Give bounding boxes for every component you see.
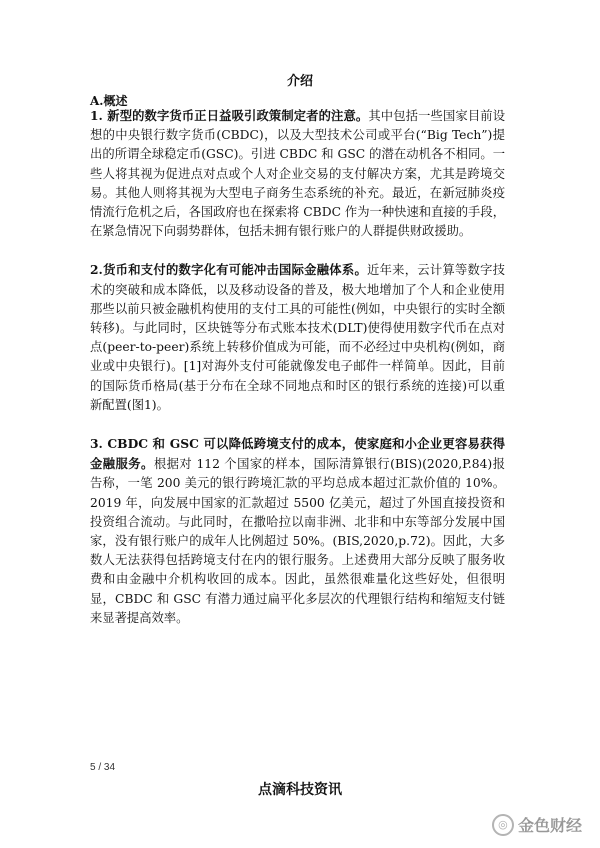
section-heading: A.概述 <box>90 94 128 108</box>
page-title: 介绍 <box>286 74 313 89</box>
watermark <box>492 813 582 836</box>
paragraph-3-body: 根据对 112 个国家的样本，国际清算银行(BIS)(2020,P.84)报告称，一笔 200 美元的银行跨境汇款的平均总成本超过汇款价值的 10%。2019 年，向发展中国家的汇款超过 5500 亿美元，超过了外国直接投资和投资组合流动。与此同时，在撒哈拉以南非洲、北非和中东等部分发展中国家，没有银行账户的成年人比例超过 50%。(BIS,2020,p.72)。因此，大多数人无法获得包括跨境支付在内的银行服务。上述费用大部分反映了服务收费和由金融中介机构收回的成本。因此，虽然很难量化这些好处，但很明显，CBDC 和 GSC 有潜力通过扁平化多层次的代理银行结构和缩短支付链来显著提高效率。 <box>90 457 505 625</box>
paragraph-1 <box>90 106 505 241</box>
footer-brand: 点滴科技资讯 <box>258 782 342 798</box>
paragraph-2-lead: 2.货币和支付的数字化有可能冲击国际金融体系。 <box>90 262 368 278</box>
paragraph-3-lead: 3. CBDC 和 GSC 可以降低跨境支付的成本，使家庭和小企业更容易获得金融服务。 <box>90 436 505 472</box>
paragraph-2-body: 近年来，云计算等数字技术的突破和成本降低，以及移动设备的普及，极大地增加了个人和企业使用那些以前只被金融机构使用的支付工具的可能性(例如，中央银行的实时全额转移)。与此同时，区块链等分布式账本技术(DLT)使得使用数字代币在点对点(peer-to-peer)系统上转移价值成为可能，而不必经过中央机构(例如，商业或中央银行)。[1]对海外支付可能就像发电子邮件一样简单。因此，目前的国际货币格局(基于分布在全球不同地点和时区的银行系统的连接)可以重新配置(图1)。 <box>90 263 505 412</box>
paragraph-2 <box>90 260 505 415</box>
jinse-logo-icon: ◎ <box>492 814 514 836</box>
paragraph-1-lead: 1. 新型的数字货币正日益吸引政策制定者的注意。 <box>90 108 369 123</box>
paragraph-3 <box>90 434 505 628</box>
watermark-text: 金色财经 <box>517 816 582 835</box>
body-text <box>90 106 505 647</box>
paragraph-1-body: 其中包括一些国家目前设想的中央银行数字货币(CBDC)，以及大型技术公司或平台(“Big Tech”)提出的所谓全球稳定币(GSC)。引进 CBDC 和 GSC 的潜在动机各不相同。一些人将其视为促进点对点或个人对企业交易的支付解决方案，尤其是跨境交易。其他人则将其视为大型电子商务生态系统的补充。最近，在新冠肺炎疫情流行危机之后，各国政府也在探索将 CBDC 作为一种快速和直接的手段，在紧急情况下向弱势群体，包括未拥有银行账户的人群提供财政援助。 <box>90 109 505 239</box>
page-number: 5 / 34 <box>90 762 116 773</box>
